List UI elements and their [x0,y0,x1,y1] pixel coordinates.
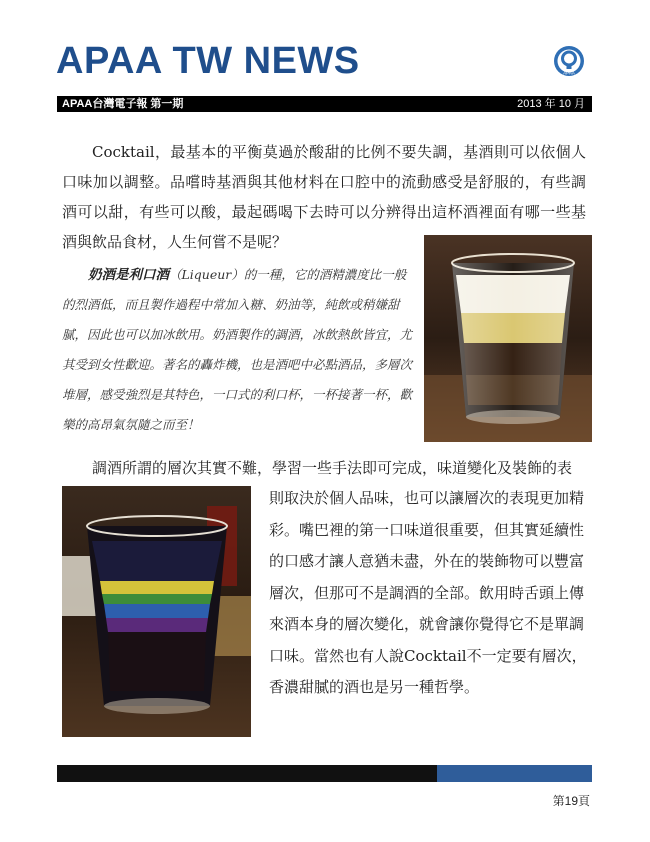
paragraph-layering-first-line: 調酒所謂的層次其實不難，學習一些手法即可完成，味道變化及裝飾的表 [92,459,573,477]
footer-bar-blue [437,765,592,782]
issue-label: APAA台灣電子報 第一期 [62,98,184,110]
apaa-logo [553,45,585,77]
issue-date: 2013 年 10 月 [517,98,585,110]
paragraph-cream-liqueur: 奶酒是利口酒（Liqueur）的一種，它的酒精濃度比一般的烈酒低，而且製作過程中常加入糖、奶油等，純飲或稍嫌甜膩，因此也可以加冰飲用。奶酒製作的調酒，冰飲熱飲皆宜，尤其受到女性歡迎。著名的轟炸機，也是酒吧中必點酒品，多層次堆層，感受強烈是其特色，一口式的利口杯，一杯接著一杯，歡樂的高昂氣氛隨之而至！ [62,267,413,432]
rainbow-shot-photo [62,486,251,737]
paragraph-lead: 奶酒是利口酒 [88,267,169,282]
layered-shot-photo [424,235,592,442]
newsletter-title: APAA TW NEWS [56,40,360,82]
paragraph-layering: 則取決於個人品味，也可以讓層次的表現更加精彩。嘴巴裡的第一口味道很重要，但其實延續性的口感才讓人意猶未盡，外在的裝飾物可以豐富層次，但那可不是調酒的全部。飲用時舌頭上傳來酒本身的層次變化，就會讓你覺得它不是單調口味。當然也有人說Cocktail不一定要有層次，香濃甜膩的酒也是另一種哲學。 [269,489,587,696]
footer-bar-dark [57,765,437,782]
paragraph-intro: Cocktail，最基本的平衡莫過於酸甜的比例不要失調，基酒則可以依個人口味加以調整。品嚐時基酒與其他材料在口腔中的流動感受是舒服的，有些調酒可以甜，有些可以酸，最起碼喝下去時可以分辨得出這杯酒裡面有哪一些基酒與飲品食材，人生何嘗不是呢？ [62,143,586,251]
page-number: 第19頁 [552,794,590,808]
svg-text:APAA: APAA [563,70,575,76]
